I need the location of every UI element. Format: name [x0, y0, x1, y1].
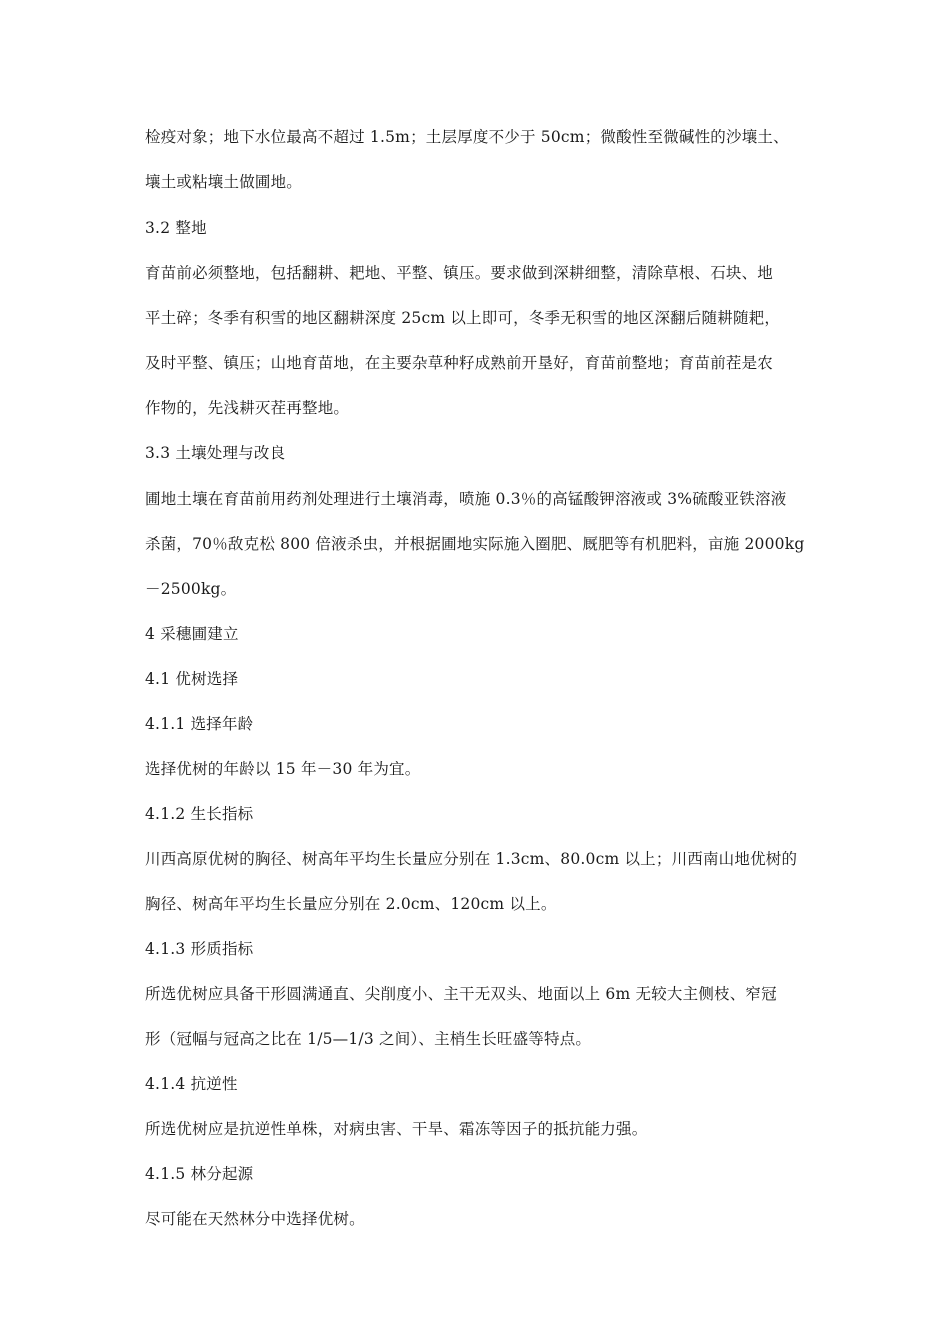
section-heading: 3.3 土壤处理与改良	[145, 444, 286, 462]
paragraph-line: －2500kg。	[145, 580, 237, 598]
paragraph-line: 选择优树的年龄以 15 年－30 年为宜。	[145, 760, 421, 778]
paragraph-line: 川西高原优树的胸径、树高年平均生长量应分别在 1.3cm、80.0cm 以上；川西南山地优树的	[145, 850, 798, 868]
paragraph-line: 作物的，先浅耕灭茬再整地。	[145, 399, 350, 417]
section-heading: 4.1.2 生长指标	[145, 805, 254, 823]
paragraph-line: 及时平整、镇压；山地育苗地，在主要杂草种籽成熟前开垦好，育苗前整地；育苗前茬是农	[145, 354, 774, 372]
section-heading: 4.1.5 林分起源	[145, 1165, 254, 1183]
paragraph-line: 形（冠幅与冠高之比在 1/5—1/3 之间）、主梢生长旺盛等特点。	[145, 1030, 592, 1048]
section-heading: 3.2 整地	[145, 219, 207, 237]
paragraph-line: 所选优树应具备干形圆满通直、尖削度小、主干无双头、地面以上 6m 无较大主侧枝、窄冠	[145, 985, 777, 1003]
paragraph-line: 平土碎；冬季有积雪的地区翻耕深度 25cm 以上即可，冬季无积雪的地区深翻后随耕随耙，	[145, 309, 781, 327]
paragraph-line: 育苗前必须整地，包括翻耕、耙地、平整、镇压。要求做到深耕细整，清除草根、石块、地	[145, 264, 774, 282]
section-heading: 4.1.4 抗逆性	[145, 1075, 238, 1093]
section-heading: 4.1.1 选择年龄	[145, 715, 254, 733]
section-heading: 4.1.3 形质指标	[145, 940, 254, 958]
section-heading: 4.1 优树选择	[145, 670, 239, 688]
paragraph-line: 所选优树应是抗逆性单株，对病虫害、干旱、霜冻等因子的抵抗能力强。	[145, 1120, 648, 1138]
paragraph-line: 尽可能在天然林分中选择优树。	[145, 1210, 365, 1228]
paragraph-line: 壤土或粘壤土做圃地。	[145, 173, 303, 191]
paragraph-line: 杀菌，70％敌克松 800 倍液杀虫，并根据圃地实际施入圈肥、厩肥等有机肥料，亩施 2000kg	[145, 535, 805, 553]
paragraph-line: 胸径、树高年平均生长量应分别在 2.0cm、120cm 以上。	[145, 895, 557, 913]
section-heading: 4 采穗圃建立	[145, 625, 239, 643]
paragraph-line: 检疫对象；地下水位最高不超过 1.5m；土层厚度不少于 50cm；微酸性至微碱性的沙壤土、	[145, 128, 789, 146]
paragraph-line: 圃地土壤在育苗前用药剂处理进行土壤消毒，喷施 0.3％的高锰酸钾溶液或 3%硫酸亚铁溶液	[145, 490, 787, 508]
